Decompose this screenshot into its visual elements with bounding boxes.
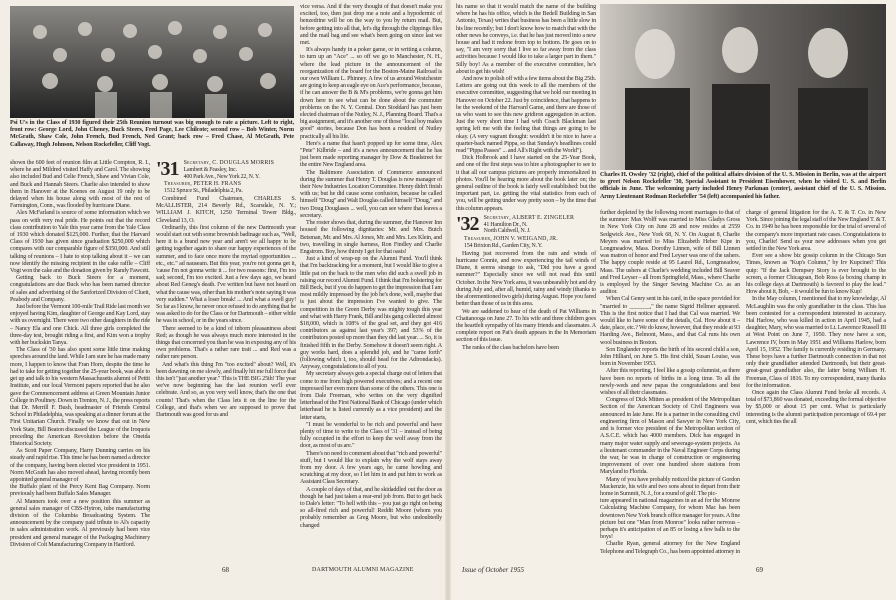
paragraph: And now to polish off with a few items about the Big 25th. Letters are going out this week to all the members of the executive committee, suggesting that we hold our meeting in Hanover on October 22. Just by coincidence, that happens to be the weekend of the Harvard Game, and there are those of us who want to see this new gridiron aggregation in action. Just the very short time I had with Coach Blackman last spring left me with the feeling that things are going to be okay. (A very vagrant thought: wouldn't it be nice to have a quarter-back named Pippa, so that Sunday's headlines could read "Pippa Passes" ... and All's Right with the World"). — [456, 76, 596, 155]
right-page — [448, 0, 896, 600]
paragraph: vice versa. And if the very thought of that doesn't make you excited, too, then just drop me a note and a hypodermic of benzedrine will be on the way to you by return mail. But, before getting into all that, let's dig through the clippings files and the mail bag and see what's been going on since last we met. — [300, 4, 442, 47]
class-1932-header — [456, 212, 596, 235]
secretary: Secretary, ALBERT E. ZINGELER — [483, 214, 575, 221]
paragraph: Alex McFarland is source of some information which we pass on with very real pride. He points out that the record class contribution to Yale this year came from the Yale Class of 1930 which donated $125,000. Further, that the Harvard Class of 1930 has given since graduation $250,000 which compares with our comparable figure of $350,000. And still talking of reunions – I hate to stop talking about it – we can now identify the missing recipient in the cake raffle – Cliff Vogt won the cake and the donation given by Randy Fawcett. — [10, 210, 150, 275]
paragraph: My secretary always gets a special charge out of letters that come to me from high powered executives; and a recent one impressed her even more than some of the others. This one is from Dale Freeman, who writes on the very dignified letterhead of the First National Bank of Chicago (under which letterhead he is listed currently as a vice president) and the letter starts, — [300, 371, 442, 421]
page-gutter — [445, 0, 451, 600]
paragraph: "I must be wonderful to be rich and powerful and have plenty of time to write to the Class of '31 – instead of being fully occupied in the effort to keep the wolf away from the door, as most of us are." — [300, 421, 442, 450]
class-1931-header — [156, 160, 296, 180]
page-number: 69 — [756, 566, 763, 574]
paragraph: When Cal Genry sent in his card, in the space provided for "married to _______," the name Sigrid Hellmer appeared. This is the first notice that I had that Cal was married. We would like to have some of the details, Cal. How about it – date, place, etc.? We do know, however, that they reside at 93 Harding Ave., Belmont, Mass., and that Cal runs his own wool business in Boston. — [600, 296, 740, 346]
paragraph: the Buffalo plant of the Percy Kent Bag Company. Norm previously had been Buffalo Sales Manager. — [10, 484, 150, 498]
paragraph: And what's this thing I'm "too excited" about? Well, it's been dawning on me slowly, and finally hit me full force that this isn't "just another year." This is THE BIG 25th! The year we've now beginning has the last reunion we'll ever celebrate. And so, as you very well know, that's the one that counts! That's when the Class lets it on the line for the College, and that's when we are supposed to prove that Dartmouth was good for us and — [156, 361, 296, 419]
paragraph: Charlie Ryan, general attorney for the New England Telephone and Telegraph Co., has been appointed attorney in charge of general litigation for the A. T. & T. Co. in New York. Since joining the legal staff of the New England T. & T. Co. in 1949 he has been responsible for the trial of several of the company's more important rate cases. Congratulations to you, Charlie! Send us your new addresses when you get settled in the New York area. — [600, 210, 886, 555]
address-line: 154 Brixton Rd., Garden City, N. Y. — [464, 243, 543, 250]
treasurer: Treasurer, PETER H. FRANS — [164, 181, 242, 188]
berlin-airport-photo — [600, 4, 886, 170]
paragraph: Ever see a show biz gossip column in the Chicago Sun Times, known as "Kup's Column," by Irv Kupcinet? This quip: "If the Jack Dempsey Story is ever brought to the screen, a former Chicagoan, Bob Ross (a boxing champ in his college days at Dartmouth) is favored to play the lead." How about it, Bob, – it would be fun to know Kup! — [746, 253, 886, 296]
paragraph: Getting back to Buck Steers for a moment, congratulations are due Buck who has been named director of sales and advertising of the Sanforized Division of Cluett, Peabody and Company. — [10, 275, 150, 303]
paragraph: Once again the Class Alumni Fund broke all records. A total of $73,860 was donated, exceeding the formal objective by $5,000 or about 15 per cent. What is particularly interesting is the alumni participation percentage of 69.4 per cent, which ties the all — [746, 390, 886, 425]
paragraph: Ordinarily, this first column of the new Dartmouth year would start out with some brownish badinage such as, "Well, here it is a brand new year and aren't we all happy to be getting together again to share our happy experiences of the summer, and to face once more the myriad opportunities ... etc., etc." ad nauseam. But this year, you're not gonna get it, 'cause I'm not gonna write it ... for two reasons: first, I'm too sad; second, I'm too excited. Just a few days ago, we heard about Red Geneg's death. I've written but have not heard on what the cause was, other than his mother's note saying it was very sudden." What a loser break! ... And what a swell guy! So far as I know, he never once refused to do anything that he was asked to do for the Class or for Dartmouth – either while he was in school, or in the years since. — [156, 224, 296, 325]
paragraph: We are saddened to hear of the death of Pat Williams in Chattanooga on June 27. To his wife and three children goes the heartfelt sympathy of his many friends and classmates. A complete report on Pat's death appears in the In Memoriam section of this issue. — [456, 308, 596, 344]
paragraph: There seemed to be a kind of inborn pleasantness about Red; as though he was always much more interested in the things that concerned you than he was in exposing any of his own problems. That's a rather rare trait ... and Red was a rather rare person. — [156, 325, 296, 361]
class-year: '31 — [156, 158, 179, 180]
right-column-1 — [456, 4, 596, 352]
paragraph: A couple of days of that, and he skidaddled out the door as though he had just taken a rear-end job from. But to get back to Dale's letter: "To hell with this – you just go right on being so all-fired rich and powerful! Reddit Moore (whom you probably remember as Greg Moore, but who undoubtedly changed — [300, 486, 442, 529]
paragraph: It's always handy in a poker game, or in writing a column, to turn up an "Ace" ... so off we go to Manchester, N. H., where the lead picture in the announcement of the reorganization of the board for the Boston-Maine Railroad is our own William L. Phinney. A few of us around Westchester are going to keep an eagle eye on Ace's performance, because, if he can answer the B & M's problems, we're gonna get him down here to see what can be done about the commuter problems on the N. Y. Central. Don Stoddard has just been elected chairman of the Nutley, N. J., Planning Board. That's a big assignment, and it's another one of those "local boy makes good" stories, because Don has been a resident of Nutley practically all his life. — [300, 47, 442, 140]
address-line: 41 Hamilton Dr., N. — [483, 221, 528, 228]
paragraph: his name so that it would match the name of the building where he has his office, which is the Bedell Building in San Antonio, Texas) writes that business has been a little slow in his line recently; but I don't know how to match that with the other news he conveys, i.e. that he has just moved into a new house and had it redone from top to bottom. He goes on to say, "I am very sorry that I live so far away from the class activities because I would like to take a larger part in them." Silly boy! As a member of the executive committee, he's about to get his wish! — [456, 4, 596, 75]
reunion-group-photo — [10, 6, 294, 118]
paragraph: shown the 600 feet of reunion film at Little Compton, R. I., where he and Mildred visited Haffy and Carol. The showing also included Bud and Celie French, Shaw and Vivian Cole, and Buck and Hannah Steers. Charlie also intended to show them in Hanover at the Koenes on August 19 only to be delayed when his house along with most of the rest of Farmington, Conn., was flooded by hurricane Diane. — [10, 160, 150, 210]
paragraph: Many of you have probably noticed the picture of Gordon Mackenzie, his wife and two sons about to depart from their home in Summit, N. J., for a round of golf. The pic- — [600, 476, 740, 497]
photo-caption: Charles H. Owsley '32 (right), chief of the political affairs division of the U. S. Mission in Berlin, was at the airport to greet Nelson Rockefeller '30, Special Assistant to President Eisenhower, when he visited U. S. and Berlin officials in June. The welcoming party included Henry Parkman (center), assistant chief of the U. S. Mission. Army Lieutenant Rodman Rockefeller '54 (left) accompanied his father. — [600, 172, 886, 200]
secretary: Secretary, C. DOUGLAS MORRIS — [183, 160, 275, 166]
page-number: 68 — [222, 566, 229, 574]
paragraph: As Scott Paper Company, Harry Dunning carries on his steady and rapid rise. This time he has been named a director of the company, having been elected vice president in 1951. Norm McGrath has also moved ahead, having recently been appointed general manager of — [10, 448, 150, 483]
paragraph: Al Manners took over a new position this summer as general sales manager of CBS-Hytron, tube manufacturing division of the Columbia Broadcasting System. The announcement by the company paid tribute to Al's capacity in sales administration work. Al previously had been vice president and general manager of the Packaging Machinery Division of Colt Manufacturing Company in Hartford. — [10, 498, 150, 548]
paragraph: Dick Holbrook and I have started on the 25-Year Book, and one of the first steps was to hire a photographer to see to it that all our campus pictures are properly immortalized in photos. You'll be hearing more about the book later on; the general outline of the book is fairly well established: but the important part, i.e. getting the vital statistics from each of you, will be getting under way pretty soon – by the time that this column appears. — [456, 155, 596, 212]
paragraph: The roster shows that, during the summer, the Hanover Inn housed the following dignitaries: Mr. and Mrs. Butch Betsman, Mr. and Mrs. Al Jones, Mr. and Mrs. Lex Klein, and two, travelling in single harness, Ron Findley and Charlie Engstrom. Boy, how thirsty I get for that oasis! — [300, 220, 442, 255]
paragraph: After this reporting, I feel like a gossip columnist, as there have been no reports of births in a long time. To all the newly-weds and new papas the congratulations and best wishes of all their classmates. — [600, 368, 740, 397]
paragraph: Congress of Dick Mitten as president of the Metropolitan Section of the American Society of Civil Engineers was announced in late June. He is a partner in the consulting civil engineering firm of Mason and Sawyer in New York City, and is former vice president of the Metropolitan section of A.S.C.E. which has 4000 members. Dick has engaged in many major water supply and sewerage-system projects. As a lieutenant commander in the Naval Engineer Corps during the war, he was in charge of construction or engineering improvement of over one hundred shore stations from Maryland to Florida. — [600, 397, 740, 476]
treasurer: Treasurer, JOHN V. WEIGAND, JR. — [464, 236, 558, 243]
address-line: North Caldwell, N. J. — [483, 228, 531, 235]
paragraph: Here's a name that hasn't popped up for some time, Alex "Pete" Kilbride – and it's a news announcement that he has just been made reporting manager by Dow & Bradstreet for the entire New England area. — [300, 140, 442, 169]
issue-line: Issue of October 1955 — [462, 566, 525, 574]
address-line: 400 Park Ave., New York 22, N. Y. — [183, 173, 260, 180]
class-year: '32 — [456, 212, 479, 235]
paragraph: Having just recovered from the rain and winds of hurricane Connie, and now experiencing the tail winds of Diane, it seems strange to ask, "Did you have a good summer?" Especially since we will not read this until October. In the New York area, it was unbearably hot and dry during July and, after all, humid, rainy and windy (thanks to the aforementioned two girls) during August. Hope you fared better than those of us in this area. — [456, 250, 596, 308]
left-columns-1-2 — [10, 160, 296, 562]
address-line: 1512 Spruce St., Philadelphia 2, Pa. — [164, 188, 243, 195]
running-footer: DARTMOUTH ALUMNI MAGAZINE — [312, 567, 414, 573]
paragraph: In the May column, I mentioned that to my knowledge, Al McLaughlin was the only grandfather in the class. This has been contested for a correspondent interested in accuracy. Hal Harlow, who was killed in action in April 1945, had a daughter, Mary, who was married to Lt. Lawrence Russell III at West Point on June 7, 1950. They now have a son, Lawrence IV, born in May 1951 and Williams Harlow, born April 15, 1952. The family is currently residing in Germany. These boys have a further Dartmouth connection in that not only their grandfather attended Dartmouth, but their great-great-great grandfather also, the latter being William H. Freeman, Class of 1816. To my correspondent, many thanks for the information. — [746, 296, 886, 389]
paragraph: The ranks of the class bachelors have been — [462, 344, 559, 351]
right-columns-2-3 — [600, 210, 886, 562]
address-line: Lambert & Feasley, Inc. — [183, 166, 237, 173]
paragraph: ture appeared in national magazines in an ad for the Monroe Calculating Machine Company, for whom Mac has been downtown New York branch office manager for years. A fine picture but one "Man from Monroe" looks rather nervous – perhaps it's anticipation of an 85 or losing a few balls to the boys! — [600, 498, 740, 541]
photo-caption: Psi U's in the Class of 1930 figured their 25th Reunion turnout was big enough to rate a picture. Left to right, front row: George Lord, John Cheney, Buck Steers, Fred Page, Lee Chilcote; second row – Bob Winter, Norm McGrath, Shaw Cole, John French, Bud French, Ned Grant; back row – Fred Chase, Al McGrath, Pete Callaway, Hugh Johnson, Nelson Rockefeller, Cliff Vogt. — [10, 120, 294, 148]
left-column-3 — [300, 4, 442, 530]
paragraph: Just before the Vermont 100-mile Trail Ride last month we enjoyed having Kim, daughter of George and Kay Lord, stay with us overnight. There were two other daughters in the ride – Nancy Ela and one Chick. All three girls completed the three-day test, brought riding a first, and Kim won a trophy with her buckskin Tanya. — [10, 304, 150, 347]
group-photo-image — [10, 6, 294, 118]
paragraph: Just a kind of wrap-up on the Alumni Fund. You'll think that I'm backtracking for a moment, but I would like to give a little pat on the back to the men who did such a swell job in raising our record Alumni Fund. I think that I'm bolstering for Bill Beck, but if you do happen to get the impression that I am most mildly impressed by the job he's done, well, maybe that is just about the impression I've wanted to give. The competition in the Green Derby was mighty tough this year and what with Harry Frank, Bill and his gang collected almost $18,000, which is 108% of the goal set, and they got 416 contributors as against last year's 397; and 53% of the contributors posted up more than they did last year. ... So, it is finished fifth in the Derby. Somehow it doesn't seem right. A guy works hard, does a splendid job, and he "came forth" (following which I, too, should head for the Adirondacks). Anyway, congratulations to all of you. — [300, 256, 442, 371]
paragraph: Combined Fund Chairmen, CHARLES S. McALLISTER, 214 Beverly Rd., Scarsdale, N. Y.; WILLIAM J. KITCH, 1250 Terminal Tower Bldg., Cleveland 13, O. — [156, 195, 296, 224]
paragraph: The Class of '30 has also spent some little time making speeches around the land. While I am sure he has made many more, I happen to know that Fran Horn, despite the time he had to take for getting together the 25-year book, was able to get up and talk to his western Massachusetts alumni of Pettit Institute, and our local Vermont papers reported that he also gave the Commencement address at Green Mountain Junior College in Poultney. Down in Trenton, N. J., the press reports that Dr. Merrill F. Bush, headmaster of Friends Central School in Philadelphia, was speaking at a dinner forum at the First Unitarian Church. Finally we know that out in New York State, Bill Beaton discussed the League of the Iroquois preceding the American Revolution before the Oneida Historical Society. — [10, 347, 150, 447]
paragraph: further depleted by the following recent marriages to that of the summer: Max Wolff was married to Miss Gladys Gross in New York City on June 28 and now resides at 2559 Sedgwick Ave., New York 68, N. Y. On August 8, Charlie Meyers was married to Miss Elizabeth Heber Kipe in Longmeadow, Mass. Dorothy Linnen, wife of Bill Linnen was matron of honor and Fred Leyser was one of the ushers. The happy couple reside at 95 Laurel Rd., Longmeadow, Mass. The ushers at Charlie's wedding included Bill Seaver and Fred Leyser – all from Springfield, Mass., where Charlie is employed by the Singer Sewing Machine Co. as an auditor. — [600, 210, 740, 296]
paragraph: Son Englander reports the birth of his second child a son, John Hilliard, on June 5. His first child, Susan Louise, was born in November 1953. — [600, 346, 740, 368]
paragraph: There's no need to comment about that "rich and powerful" stuff, but I would like to explain why the wolf stays away from my door. A few years ago, he came howling and scratching at my door, so I let him in and put him to work as Assistant Class Secretary. — [300, 450, 442, 486]
paragraph: The Baltimore Association of Commerce announced during the summer that Henry T. Douglas is now manager of their New Industries Location Committee. Henry didn't finish with us; but he did cause some confusion, because he called himself "Doug" and Walt Douglas called himself "Doug," and two Doug Douglases ... well, you can see where that leaves a secretary. — [300, 169, 442, 219]
airport-photo-image — [600, 4, 886, 170]
